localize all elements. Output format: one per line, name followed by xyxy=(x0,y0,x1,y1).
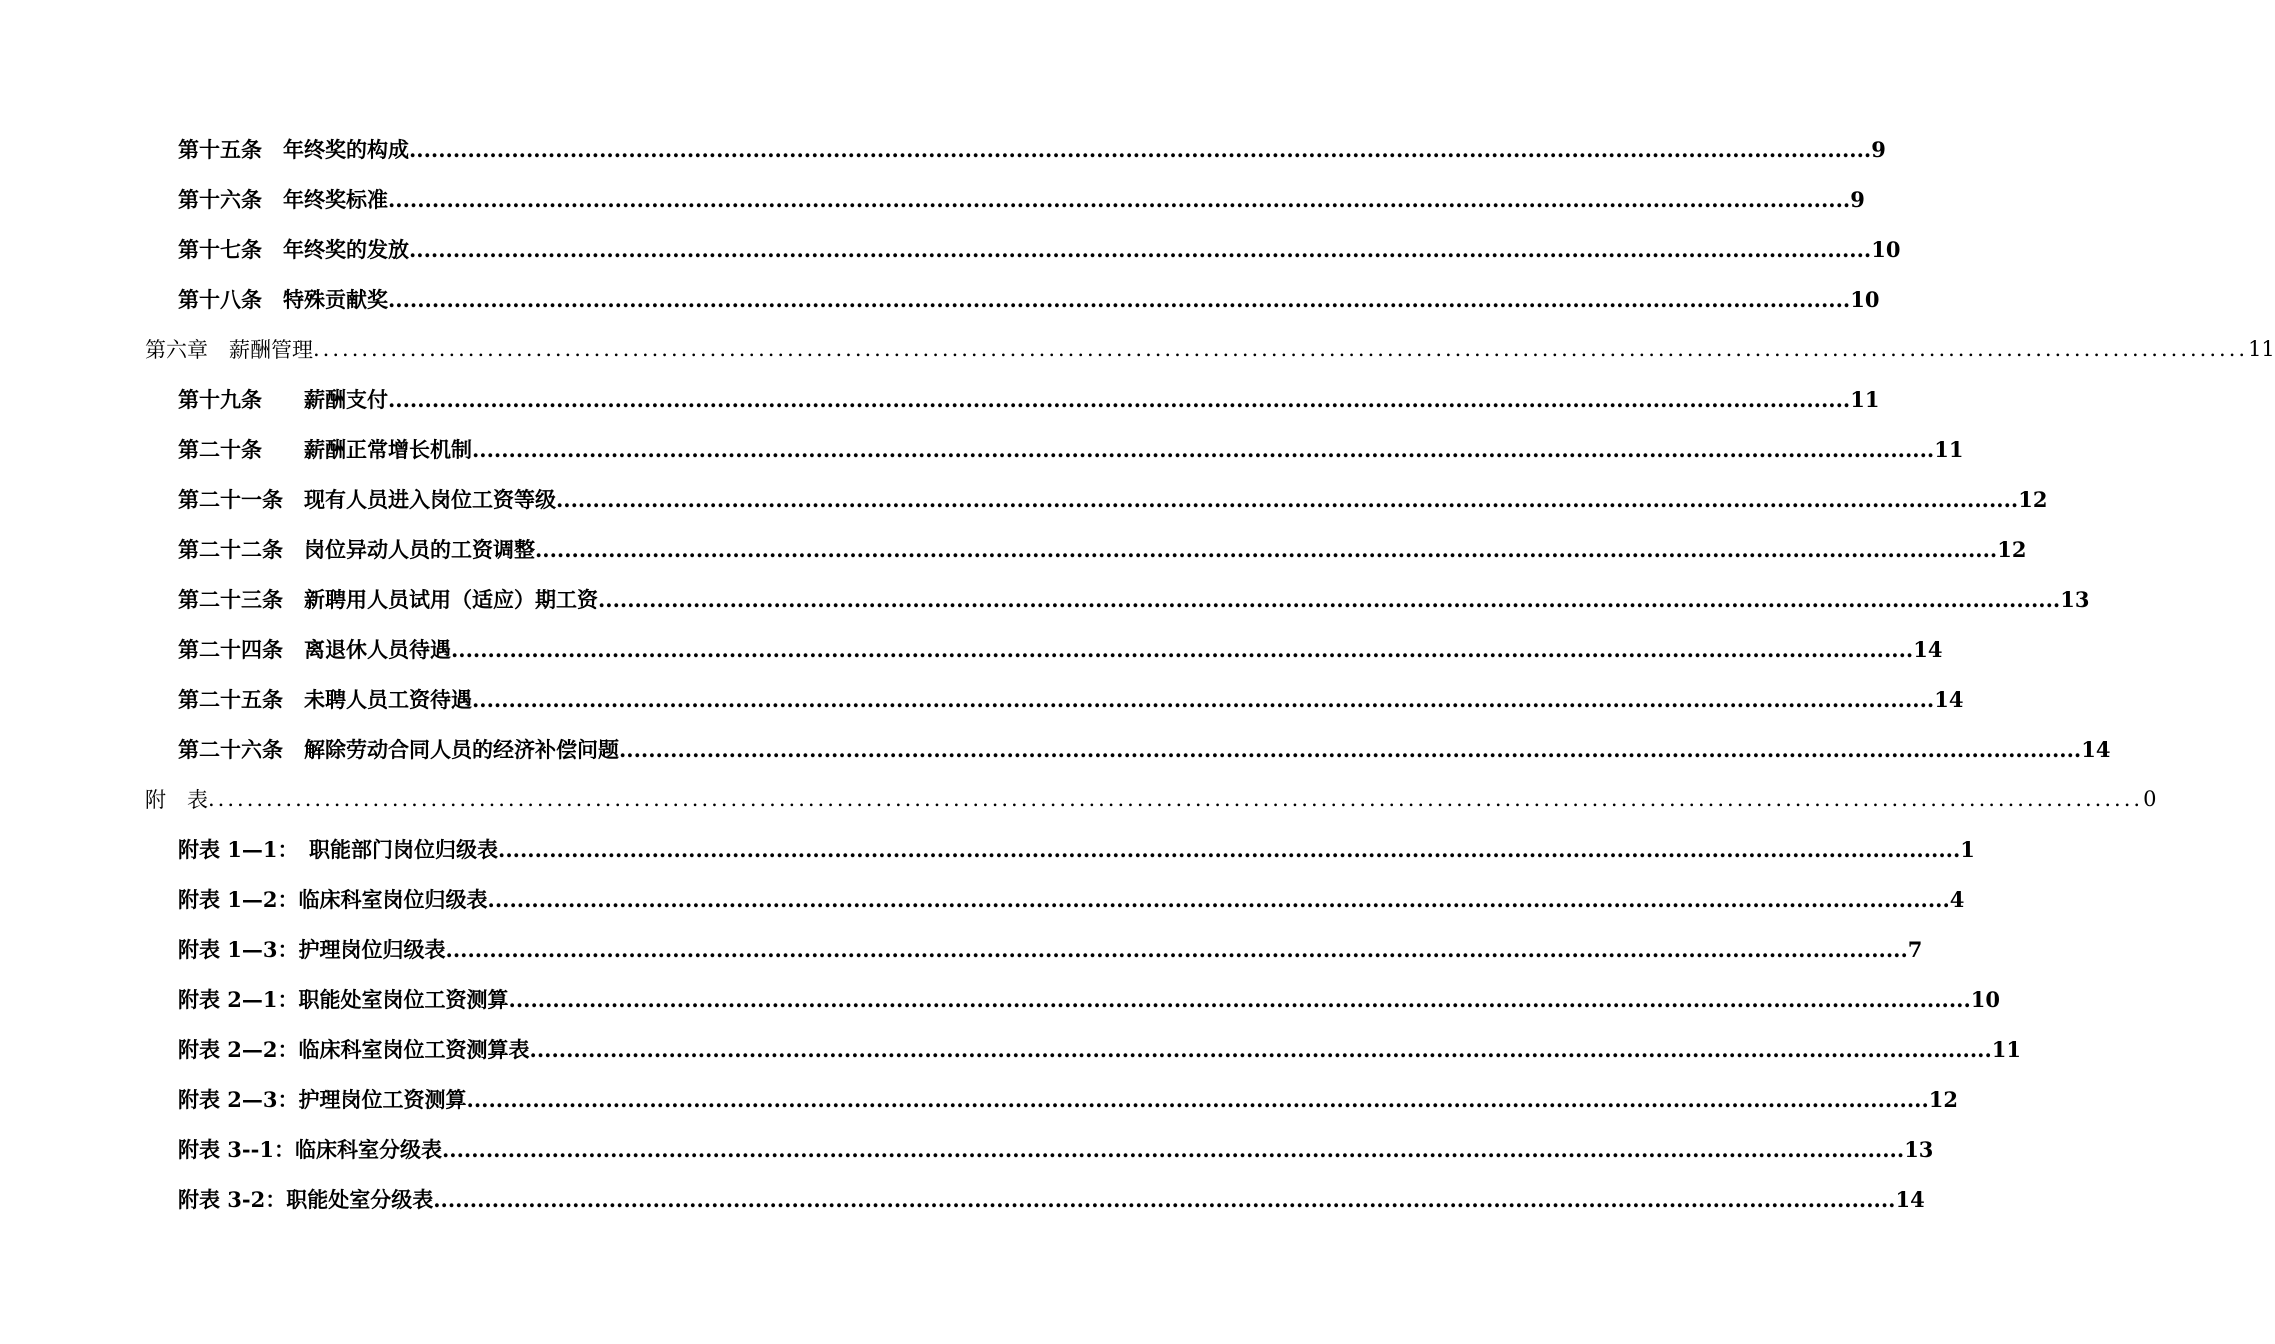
toc-entry-page: 13 xyxy=(2060,586,2090,612)
toc-leader-dots: ........................................................................................................................................................................................................ xyxy=(487,886,1950,912)
toc-entry-page: 0 xyxy=(2143,787,2157,811)
toc-entry-page: 11 xyxy=(1850,386,1880,412)
toc-entry-page: 10 xyxy=(1850,286,1880,312)
toc-entry-label: 第十九条 薪酬支付 xyxy=(178,387,388,412)
toc-entry-page: 9 xyxy=(1850,186,1865,212)
toc-leader-dots: ........................................................................................................................................................................................................ xyxy=(445,936,1908,962)
toc-entry[interactable] xyxy=(0,424,1964,474)
toc-leader-dots: ........................................................................................................................................................................................................ xyxy=(388,386,1851,412)
toc-entry[interactable] xyxy=(0,824,1975,874)
toc-entry[interactable] xyxy=(0,724,2111,774)
toc-entry[interactable] xyxy=(0,874,1965,924)
toc-entry-label: 第十七条 年终奖的发放 xyxy=(178,237,409,262)
toc-leader-dots: ........................................................................................................................................................................................................ xyxy=(409,236,1872,262)
toc-entry-label: 附表 1—1： 职能部门岗位归级表 xyxy=(178,837,499,862)
toc-entry-page: 14 xyxy=(1895,1186,1925,1212)
toc-entry-page: 12 xyxy=(1997,536,2027,562)
toc-leader-dots: ........................................................................................................................................................................................................ xyxy=(451,636,1914,662)
toc-leader-dots: ........................................................................................................................................................................................................ xyxy=(556,486,2019,512)
toc-leader-dots: ........................................................................................................................................................................................................ xyxy=(619,736,2082,762)
toc-entry-label: 第六章 薪酬管理 xyxy=(145,338,313,362)
toc-entry-page: 11 xyxy=(1991,1036,2021,1062)
toc-leader-dots: ........................................................................................................................................................................................................ xyxy=(472,686,1935,712)
toc-entry[interactable] xyxy=(0,524,2027,574)
toc-entry-page: 1 xyxy=(1960,836,1975,862)
toc-entry-label: 附表 1—2：临床科室岗位归级表 xyxy=(178,887,488,912)
toc-entry-page: 14 xyxy=(1913,636,1943,662)
toc-leader-dots: ........................................................................................................................................................................................................ xyxy=(388,186,1851,212)
toc-chapter-entry[interactable] xyxy=(0,324,2275,374)
toc-entry-label: 附表 1—3：护理岗位归级表 xyxy=(178,937,446,962)
toc-leader-dots: ........................................................................................................................................................................................................ xyxy=(313,337,2249,361)
table-of-contents xyxy=(0,124,2275,1224)
toc-entry-label: 第二十六条 解除劳动合同人员的经济补偿问题 xyxy=(178,737,619,762)
toc-entry[interactable] xyxy=(0,924,1923,974)
toc-entry[interactable] xyxy=(0,274,1880,324)
toc-entry-label: 第二十条 薪酬正常增长机制 xyxy=(178,437,472,462)
toc-leader-dots: ........................................................................................................................................................................................................ xyxy=(498,836,1961,862)
toc-entry[interactable] xyxy=(0,474,2048,524)
toc-entry-label: 附 表 xyxy=(145,788,208,812)
toc-leader-dots: ........................................................................................................................................................................................................ xyxy=(208,787,2144,811)
toc-entry[interactable] xyxy=(0,224,1901,274)
toc-entry-label: 第十五条 年终奖的构成 xyxy=(178,137,409,162)
toc-entry-page: 10 xyxy=(1970,986,2000,1012)
toc-leader-dots: ........................................................................................................................................................................................................ xyxy=(466,1086,1929,1112)
toc-entry-label: 第二十一条 现有人员进入岗位工资等级 xyxy=(178,487,556,512)
toc-entry[interactable] xyxy=(0,674,1964,724)
toc-chapter-entry[interactable] xyxy=(0,774,2157,824)
toc-entry-page: 11 xyxy=(1934,436,1964,462)
toc-entry[interactable] xyxy=(0,374,1880,424)
toc-entry-page: 7 xyxy=(1907,936,1923,962)
toc-entry-label: 第十六条 年终奖标准 xyxy=(178,187,388,212)
toc-entry-label: 附表 3--1：临床科室分级表 xyxy=(178,1137,442,1162)
toc-entry-label: 第二十三条 新聘用人员试用（适应）期工资 xyxy=(178,587,598,612)
toc-entry-page: 4 xyxy=(1949,886,1965,912)
toc-entry[interactable] xyxy=(0,574,2090,624)
toc-entry-label: 附表 2—1：职能处室岗位工资测算 xyxy=(178,987,509,1012)
toc-leader-dots: ........................................................................................................................................................................................................ xyxy=(409,136,1872,162)
toc-leader-dots: ........................................................................................................................................................................................................ xyxy=(529,1036,1992,1062)
toc-entry-label: 附表 2—3：护理岗位工资测算 xyxy=(178,1087,467,1112)
toc-entry[interactable] xyxy=(0,174,1865,224)
toc-entry[interactable] xyxy=(0,624,1943,674)
toc-entry-page: 14 xyxy=(1934,686,1964,712)
toc-entry-page: 13 xyxy=(1904,1136,1934,1162)
toc-entry[interactable] xyxy=(0,1174,1925,1224)
toc-entry[interactable] xyxy=(0,1124,1934,1174)
toc-entry-page: 11 xyxy=(2248,337,2275,361)
toc-entry[interactable] xyxy=(0,1024,2021,1074)
toc-leader-dots: ........................................................................................................................................................................................................ xyxy=(388,286,1851,312)
toc-entry[interactable] xyxy=(0,974,2000,1024)
toc-entry-label: 第二十五条 未聘人员工资待遇 xyxy=(178,687,472,712)
toc-entry-label: 第二十二条 岗位异动人员的工资调整 xyxy=(178,537,535,562)
toc-entry-page: 14 xyxy=(2081,736,2111,762)
toc-entry-page: 12 xyxy=(2018,486,2048,512)
toc-leader-dots: ........................................................................................................................................................................................................ xyxy=(441,1136,1905,1162)
toc-entry-page: 9 xyxy=(1871,136,1886,162)
toc-leader-dots: ........................................................................................................................................................................................................ xyxy=(535,536,1998,562)
toc-entry[interactable] xyxy=(0,124,1886,174)
toc-entry-page: 10 xyxy=(1871,236,1901,262)
toc-leader-dots: ........................................................................................................................................................................................................ xyxy=(472,436,1935,462)
toc-leader-dots: ........................................................................................................................................................................................................ xyxy=(598,586,2061,612)
toc-entry-page: 12 xyxy=(1928,1086,1958,1112)
toc-entry-label: 附表 3-2：职能处室分级表 xyxy=(178,1187,434,1212)
toc-entry-label: 第二十四条 离退休人员待遇 xyxy=(178,637,451,662)
toc-entry-label: 第十八条 特殊贡献奖 xyxy=(178,287,388,312)
toc-leader-dots: ........................................................................................................................................................................................................ xyxy=(508,986,1971,1012)
toc-entry[interactable] xyxy=(0,1074,1958,1124)
toc-leader-dots: ........................................................................................................................................................................................................ xyxy=(433,1186,1896,1212)
toc-entry-label: 附表 2—2：临床科室岗位工资测算表 xyxy=(178,1037,530,1062)
